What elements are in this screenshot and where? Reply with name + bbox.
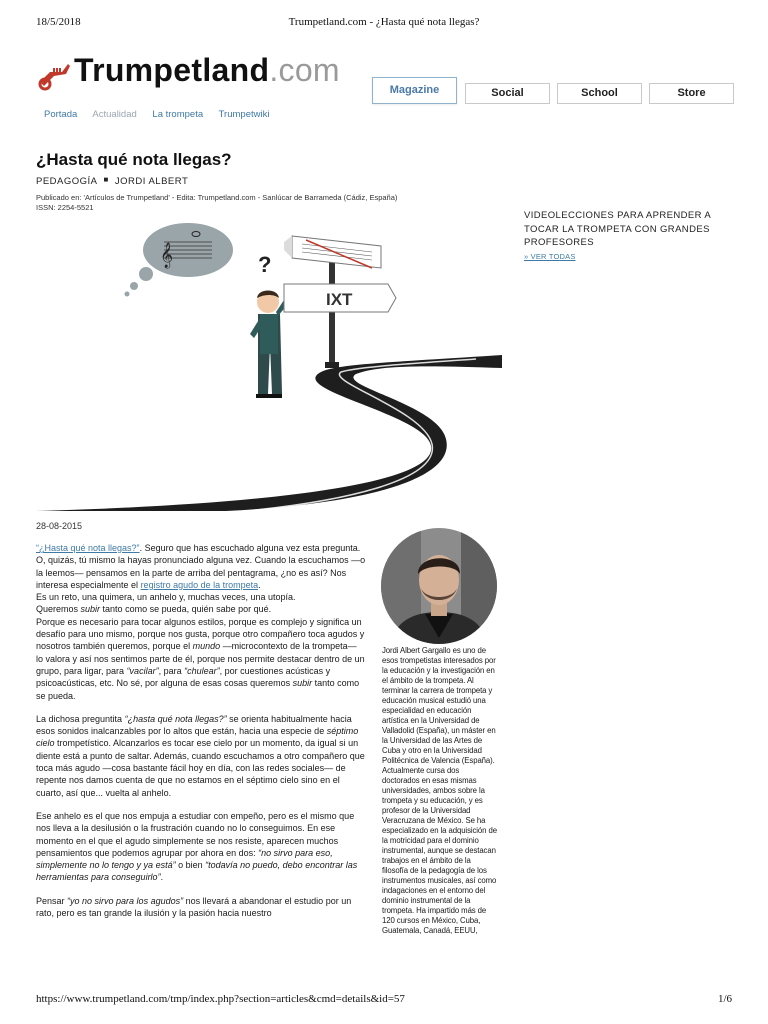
author-photo — [381, 528, 497, 644]
print-title: Trumpetland.com - ¿Hasta qué nota llegas? — [288, 16, 480, 28]
print-url: https://www.trumpetland.com/tmp/index.php?section=articles&cmd=details&id=57 — [36, 993, 405, 1005]
published-in: Publicado en: 'Artículos de Trumpetland' - Edita: Trumpetland.com - Sanlúcar de Barrameda (Cádiz, España) — [36, 193, 398, 202]
subnav-trumpetwiki[interactable]: Trumpetwiki — [218, 109, 270, 120]
promo-see-all-link[interactable]: » VER TODAS — [524, 251, 576, 261]
paragraph-2: La dichosa preguntita “¿hasta qué nota llegas?” se orienta habitualmente hacia esos sonidos inalcanzables por lo altos que están, hacia una especie de séptimo cielo trompetístico. Alcanzarlos es tocar ese cielo por un momento, da igual si un diente está a punto de saltar. Además, cuando escuchamos a otro compañero que toca más agudo —cosa bastante fácil hoy en día, con las redes sociales— de repente nos damos cuenta de que no estamos en el séptimo cielo sino en el cuarto, así que... vuelta al anhelo. — [36, 713, 365, 798]
print-header — [36, 16, 732, 30]
sub-nav — [44, 109, 282, 120]
intro-question-link[interactable]: “¿Hasta qué nota llegas?” — [36, 543, 140, 553]
author-bio: Jordi Albert Gargallo es uno de esos trompetistas interesados por la educación y la investigación en el ámbito de la trompeta. Al terminar la carrera de trompeta y educación musical estudió una especialidad en educación artística en la Universidad de Valladolid (España), un máster en la Universidad de las Artes de Cuba y otro en la Universidad Politécnica de Valencia (España). Actualmente cursa dos doctorados en esas mismas universidades, ambos sobre la trompeta y su educación, y es profesor de la Universidad Veracruzana de México. Se ha especializado en la adquisición de la motricidad para el dominio instrumental, aunque se destacan trabajos en el ámbito de la filosofía de la pedagogía de los instrumentos musicales, así como indagaciones en el entorno del dominio instrumental de la trompeta. Ha impartido más de 120 cursos en México, Cuba, Guatemala, Canadá, EEUU, — [382, 646, 497, 935]
article-body — [36, 542, 366, 930]
trumpet-icon — [36, 52, 76, 92]
paragraph-4: Pensar “yo no sirvo para los agudos” nos llevará a abandonar el estudio por un rato, pero es tan grande la ilusión y la pasión hacia nuestro — [36, 895, 352, 919]
article-date: 28-08-2015 — [36, 521, 83, 531]
question-mark: ? — [258, 252, 272, 277]
tab-social[interactable]: Social — [465, 83, 550, 104]
print-date: 18/5/2018 — [36, 16, 81, 28]
page-number: 1/6 — [717, 993, 732, 1005]
article-meta — [36, 175, 188, 187]
registro-agudo-link[interactable]: registro agudo de la trompeta — [140, 579, 259, 590]
print-footer — [36, 993, 732, 1007]
issn: ISSN: 2254-5521 — [36, 203, 94, 212]
article-category[interactable]: PEDAGOGÍA — [36, 176, 98, 187]
article-author[interactable]: JORDI ALBERT — [114, 176, 189, 187]
promo-heading[interactable]: VIDEOLECCIONES PARA APRENDER A TOCAR LA TROMPETA CON GRANDES PROFESORES — [524, 210, 711, 248]
side-promo — [524, 209, 724, 263]
publication-info — [36, 193, 397, 213]
tab-school[interactable]: School — [557, 83, 642, 104]
svg-text:𝄞: 𝄞 — [160, 243, 174, 268]
sign-tools-label: IXT — [326, 290, 353, 309]
meta-separator: ■ — [103, 175, 109, 184]
tab-store[interactable]: Store — [649, 83, 734, 104]
hero-illustration — [36, 214, 502, 511]
site-logo[interactable] — [36, 50, 356, 94]
subnav-actualidad[interactable]: Actualidad — [92, 109, 137, 120]
subnav-portada[interactable]: Portada — [44, 109, 78, 120]
paragraph-1: “¿Hasta qué nota llegas?”. Seguro que has escuchado alguna vez esta pregunta. O, quizás, tú mismo la hayas pronunciado alguna vez. Cuando la escuchamos —o la leemos— pensamos en la parte de arriba del pentagrama, ¿no es así? Nos interesa especialmente el registro agudo de la trompeta. Es un reto, una quimera, un anhelo y, muchas veces, una utopía. Queremos subir tanto como se pueda, quién sabe por qué. Porque es necesario para tocar algunos estilos, porque es complejo y significa un desafío para uno mismo, porque nos gusta, porque otro compañero toca agudos y nosotros también queremos, porque el mundo —microcontexto de la trompeta— lo valora y así nos sentimos parte de él, porque nos permite destacar dentro de un grupo, para ligar, para “vacilar”, para “chulear”, por cuestiones acústicas y psicoacústicas, etc. No sé, por alguna de esas cosas queremos subir tanto como se pueda. — [36, 543, 366, 701]
logo-wordmark: Trumpetland.com — [74, 52, 340, 88]
article-title: ¿Hasta qué nota llegas? — [36, 150, 232, 169]
road-shape — [36, 355, 502, 511]
subnav-la-trompeta[interactable]: La trompeta — [152, 109, 204, 120]
paragraph-3: Ese anhelo es el que nos empuja a estudiar con empeño, pero es el mismo que nos lleva a la desilusión o la frustración cuando no lo conseguimos. En ese momento en el que el agudo simplemente se nos resiste, aparecen muchos pensamientos que podemos agrupar por ahora en dos: “no sirvo para eso, simplemente no lo tengo y ya está” o bien “todavía no puedo, debo encontrar las herramientas para conseguirlo”. — [36, 810, 358, 883]
tab-magazine[interactable]: Magazine — [372, 77, 457, 104]
